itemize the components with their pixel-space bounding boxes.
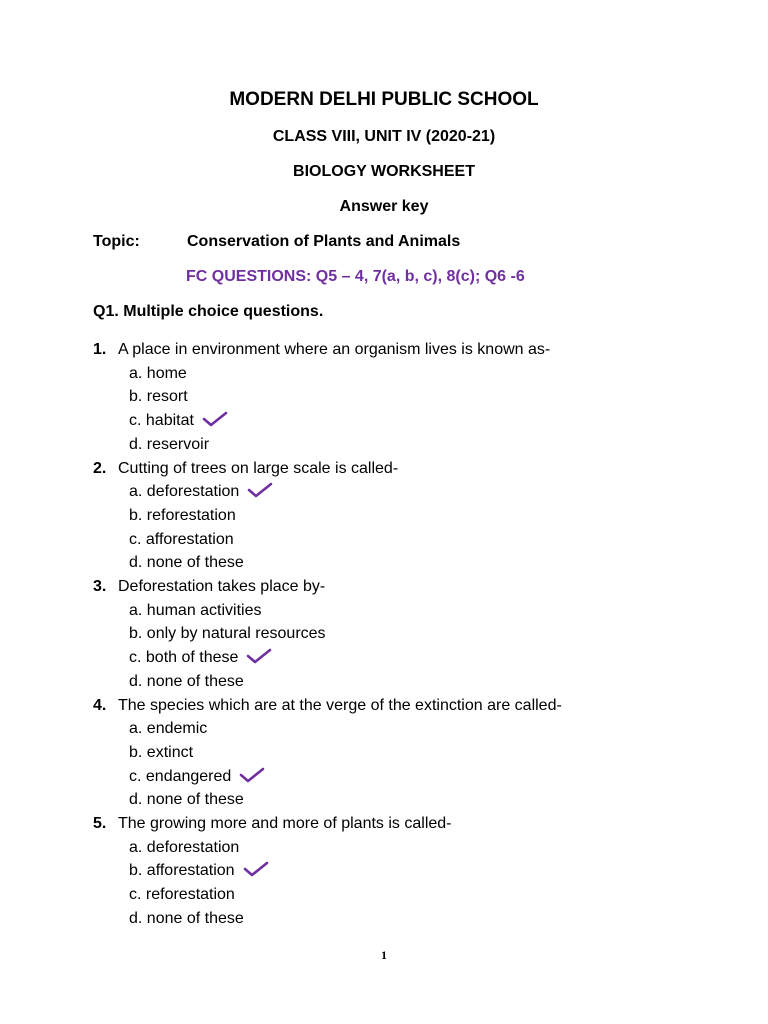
answer-option xyxy=(93,551,733,575)
option-text: a. human activities xyxy=(129,601,262,619)
option-text: a. home xyxy=(129,364,187,382)
checkmark-icon xyxy=(202,410,228,428)
answer-option xyxy=(93,907,733,931)
option-text: d. reservoir xyxy=(129,435,210,453)
checkmark-icon xyxy=(247,481,273,499)
checkmark-icon xyxy=(246,647,272,665)
answer-option xyxy=(93,504,733,528)
checkmark-icon xyxy=(243,860,269,878)
option-text: a. endemic xyxy=(129,720,208,738)
option-text: d. none of these xyxy=(129,672,244,690)
answer-option xyxy=(93,362,733,386)
question-text: Cutting of trees on large scale is called- xyxy=(118,459,399,477)
option-text: c. habitat xyxy=(129,412,194,430)
answer-option xyxy=(93,646,733,670)
question-stem xyxy=(93,457,733,481)
question-number: 1. xyxy=(93,341,107,358)
question-4 xyxy=(93,694,733,813)
question-text: The species which are at the verge of the extinction are called- xyxy=(118,696,562,714)
option-text: b. afforestation xyxy=(129,862,235,880)
option-text: c. afforestation xyxy=(129,530,234,548)
question-text: Deforestation takes place by- xyxy=(118,578,326,596)
answer-option xyxy=(93,409,733,433)
option-text: c. reforestation xyxy=(129,886,235,904)
answer-option xyxy=(93,433,733,457)
page-number: 1 xyxy=(381,948,387,962)
answer-option xyxy=(93,385,733,409)
class-line: CLASS VIII, UNIT IV (2020-21) xyxy=(272,128,496,145)
answer-option xyxy=(93,599,733,623)
option-text: b. only by natural resources xyxy=(129,625,326,643)
question-1 xyxy=(93,338,733,457)
option-text: a. deforestation xyxy=(129,838,240,856)
question-number: 2. xyxy=(93,459,107,477)
option-text: b. resort xyxy=(129,388,188,406)
option-text: d. none of these xyxy=(129,909,244,927)
question-2 xyxy=(93,457,733,576)
school-name: MODERN DELHI PUBLIC SCHOOL xyxy=(229,89,539,110)
answer-option xyxy=(93,480,733,504)
question-number: 3. xyxy=(93,578,107,596)
option-text: d. none of these xyxy=(129,791,244,809)
answer-option xyxy=(93,836,733,860)
question-3 xyxy=(93,575,733,694)
worksheet-title: BIOLOGY WORKSHEET xyxy=(293,163,475,180)
answer-option xyxy=(93,528,733,552)
question-number: 4. xyxy=(93,696,107,714)
option-text: b. reforestation xyxy=(129,506,236,524)
answer-option xyxy=(93,788,733,812)
question-list xyxy=(93,338,733,931)
option-text: c. endangered xyxy=(129,767,232,785)
option-text: c. both of these xyxy=(129,649,239,667)
question-text: The growing more and more of plants is called- xyxy=(118,815,452,833)
answer-key-heading: Answer key xyxy=(339,198,429,215)
question-5 xyxy=(93,812,733,931)
answer-option xyxy=(93,741,733,765)
answer-option xyxy=(93,765,733,789)
section-title: Q1. Multiple choice questions. xyxy=(93,303,324,320)
answer-option xyxy=(93,859,733,883)
question-stem xyxy=(93,575,733,599)
topic-value: Conservation of Plants and Animals xyxy=(187,233,461,250)
question-stem xyxy=(93,338,733,362)
answer-option xyxy=(93,622,733,646)
option-text: a. deforestation xyxy=(129,483,240,501)
topic-label: Topic: xyxy=(93,233,140,250)
question-number: 5. xyxy=(93,815,107,833)
answer-option xyxy=(93,717,733,741)
option-text: b. extinct xyxy=(129,743,194,761)
answer-option xyxy=(93,883,733,907)
checkmark-icon xyxy=(239,766,265,784)
option-text: d. none of these xyxy=(129,554,244,572)
fc-questions-note: FC QUESTIONS: Q5 – 4, 7(a, b, c), 8(c); Q6 -6 xyxy=(186,268,525,285)
question-text: A place in environment where an organism lives is known as- xyxy=(118,341,551,358)
answer-option xyxy=(93,670,733,694)
question-stem xyxy=(93,694,733,718)
question-stem xyxy=(93,812,733,836)
